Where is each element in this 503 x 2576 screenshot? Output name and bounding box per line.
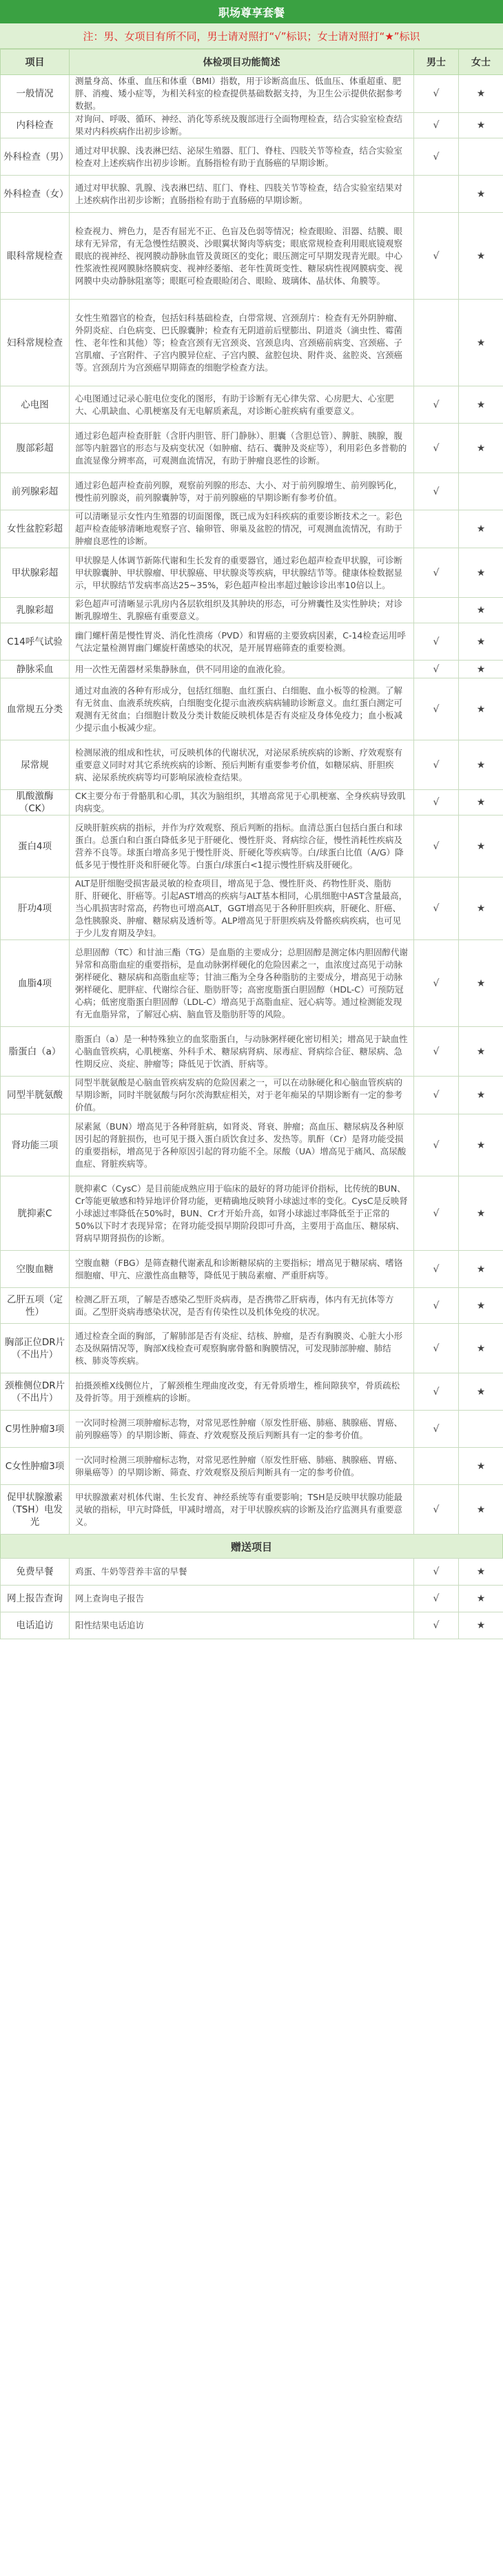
table-row	[1, 877, 503, 940]
item-name: C14呼气试验	[1, 623, 70, 661]
item-name: 甲状腺彩超	[1, 548, 70, 598]
female-mark: ★	[459, 678, 503, 740]
female-mark: ★	[459, 424, 503, 473]
package-title: 职场尊享套餐	[0, 0, 503, 23]
table-row	[1, 510, 503, 548]
table-row	[1, 1448, 503, 1485]
female-mark: ★	[459, 176, 503, 213]
male-mark: √	[414, 1077, 459, 1114]
male-mark: √	[414, 424, 459, 473]
male-mark: √	[414, 138, 459, 176]
male-mark: √	[414, 548, 459, 598]
item-name: 颈椎侧位DR片（不出片）	[1, 1373, 70, 1411]
female-mark: ★	[459, 1586, 503, 1612]
item-desc: 幽门螺杆菌是慢性胃炎、消化性溃疡（PVD）和胃癌的主要致病因素，C-14检查运用呼气法定量检测胃幽门螺旋杆菌感染的状况，是开展胃癌筛查的重要检测。	[70, 623, 414, 661]
item-desc: 心电图通过记录心脏电位变化的图形，有助于诊断有无心律失常、心房肥大、心室肥大、心肌缺血、心肌梗塞及有无电解质紊乱，对诊断心脏疾病有重要意义。	[70, 386, 414, 424]
item-desc: 对询问、呼吸、循环、神经、消化等系统及腹部进行全面物理检查，结合实验室检查结果对内科疾病作出初步诊断。	[70, 113, 414, 138]
item-desc: 脂蛋白（a）是一种特殊独立的血浆脂蛋白，与动脉粥样硬化密切相关；增高见于缺血性心脑血管疾病，心肌梗塞、外科手术、糖尿病肾病、尿毒症、肾病综合征、糖尿病、急性期反应、炎症、肿瘤等；降低见于饮酒、肝病等。	[70, 1027, 414, 1077]
female-mark: ★	[459, 1485, 503, 1535]
female-mark: ★	[459, 816, 503, 877]
male-mark: √	[414, 473, 459, 510]
item-desc: 通过对甲状腺、乳腺、浅表淋巴结、肛门、脊柱、四肢关节等检查，结合实验室结果对上述疾病作出初步诊断；直肠指检有助于直肠癌的早期诊断。	[70, 176, 414, 213]
item-desc: 彩色超声可清晰显示乳房内各层软组织及其肿块的形态，可分辨囊性及实性肿块；对诊断乳腺增生、乳腺癌有重要意义。	[70, 598, 414, 623]
item-name: 妇科常规检查	[1, 300, 70, 386]
table-row	[1, 816, 503, 877]
male-mark: √	[414, 1373, 459, 1411]
table-row	[1, 623, 503, 661]
male-mark	[414, 510, 459, 548]
item-desc: 甲状腺是人体调节新陈代谢和生长发育的重要器官，通过彩色超声检查甲状腺，可诊断甲状腺囊肿、甲状腺瘤、甲状腺癌、甲状腺炎等疾病，甲状腺结节等。健康体检数据显示，甲状腺结节发病率高达25~35%，彩色超声检出率超过触诊诊出率10倍以上。	[70, 548, 414, 598]
item-desc: CK主要分布于骨骼肌和心肌，其次为脑组织，其增高常见于心肌梗塞、全身疾病导致肌肉病变。	[70, 790, 414, 816]
male-mark: √	[414, 1559, 459, 1586]
female-mark: ★	[459, 113, 503, 138]
gift-table	[0, 1558, 503, 1639]
item-desc: 一次同时检测三项肿瘤标志物，对常见恶性肿瘤（原发性肝癌、肺癌、胰腺癌、胃癌、卵巢癌等）的早期诊断、筛查、疗效观察及预后判断具有一定的参考价值。	[70, 1448, 414, 1485]
item-desc: ALT是肝细胞受损害最灵敏的检查项目，增高见于急、慢性肝炎、药物性肝炎、脂肪肝、肝硬化、肝癌等。引起AST增高的疾病与ALT基本相同，心肌细胞中AST含量最高，当心肌损害时常高，药物也可增高ALT，GGT增高见于各种肝胆疾病，肝硬化、肝癌、急性胰腺炎、肿瘤、糖尿病及透析等。ALP增高见于肝胆疾病及骨骼疾病疾病，也可见于少儿发育期及孕妇。	[70, 877, 414, 940]
table-row	[1, 1176, 503, 1251]
table-row	[1, 386, 503, 424]
item-name: 肌酸激酶（CK）	[1, 790, 70, 816]
item-desc: 通过彩色超声检查肝脏（含肝内胆管、肝门静脉）、胆囊（含胆总管）、脾脏、胰腺，腹部等内脏器官的形态与及病变状况（如肿瘤、结石、囊肿及炎症等），利用彩色多普勒的血流显像分辨率高，可观测血流情况，有助于肿瘤良恶性的诊断。	[70, 424, 414, 473]
male-mark: √	[414, 386, 459, 424]
male-mark: √	[414, 1288, 459, 1324]
item-name: 静脉采血	[1, 661, 70, 678]
item-desc: 甲状腺激素对机体代谢、生长发育、神经系统等有重要影响；TSH是反映甲状腺功能最灵敏的指标，甲亢时降低，甲减时增高，对于甲状腺疾病的诊断及治疗监测具有重要意义。	[70, 1485, 414, 1535]
table-row	[1, 1485, 503, 1535]
female-mark: ★	[459, 1612, 503, 1639]
item-desc: 网上查询电子报告	[70, 1586, 414, 1612]
female-mark: ★	[459, 940, 503, 1027]
male-mark: √	[414, 623, 459, 661]
table-row	[1, 176, 503, 213]
item-name: 心电图	[1, 386, 70, 424]
male-mark: √	[414, 1485, 459, 1535]
table-row	[1, 424, 503, 473]
item-desc: 测量身高、体重、血压和体重（BMI）指数，用于诊断高血压、低血压、体重超重、肥胖、消瘦、矮小症等，为相关科室的检查提供基础数据支持，为卫生公示提供依据参考数据。	[70, 75, 414, 113]
item-desc: 同型半胱氨酸是心脑血管疾病发病的危险因素之一，可以在动脉硬化和心脑血管疾病的早期诊断，同时半胱氨酸与阿尔茨海默症相关，对于老年痴呆的早期诊断有一定的参考价值。	[70, 1077, 414, 1114]
item-name: 胱抑素C	[1, 1176, 70, 1251]
male-mark: √	[414, 740, 459, 790]
table-row	[1, 740, 503, 790]
male-mark: √	[414, 816, 459, 877]
female-mark: ★	[459, 75, 503, 113]
item-desc: 女性生殖器官的检查，包括妇科基础检查，白带常规、宫颈刮片：检查有无外阴肿瘤、外阴炎症、白色病变、巴氏腺囊肿；检查有无阴道前后壁膨出、阴道炎（滴虫性、霉菌性、老年性和其他）等；检查宫颈有无宫颈炎、宫颈息肉、宫颈癌前病变、宫颈癌、子宫肌瘤、子宫附件、子宫内膜异位症、子宫内膜、盆腔包块、附件炎、盆腔炎、宫颈癌等。宫颈刮片为宫颈癌早期筛查的细胞学检查方法。	[70, 300, 414, 386]
table-row	[1, 661, 503, 678]
table-row	[1, 678, 503, 740]
item-desc: 通过对血液的各种有形成分，包括红细胞、血红蛋白、白细胞、血小板等的检测。了解有无贫血、血液系统疾病，白细胞变化提示血液疾病病辅助诊断意义。血红蛋白测定可观测有无贫血；白细胞计数及分类计数能反映机体是否有炎症及身体免疫力；血小板减少提示血小板减少症。	[70, 678, 414, 740]
female-mark: ★	[459, 548, 503, 598]
item-desc: 一次同时检测三项肿瘤标志物，对常见恶性肿瘤（原发性肝癌、肺癌、胰腺癌、胃癌、前列腺癌等）的早期诊断、筛查、疗效观察及预后判断具有一定的参考价值。	[70, 1411, 414, 1448]
table-row	[1, 1324, 503, 1373]
female-mark: ★	[459, 598, 503, 623]
male-mark: √	[414, 678, 459, 740]
item-name: 促甲状腺激素（TSH）电发光	[1, 1485, 70, 1535]
item-name: 同型半胱氨酸	[1, 1077, 70, 1114]
female-mark: ★	[459, 661, 503, 678]
female-mark	[459, 473, 503, 510]
male-mark	[414, 1448, 459, 1485]
item-name: 内科检查	[1, 113, 70, 138]
item-name: 肾功能三项	[1, 1114, 70, 1176]
table-row	[1, 1114, 503, 1176]
item-name: 尿常规	[1, 740, 70, 790]
item-desc: 检查视力、辨色力，是否有屈光不正、色盲及色弱等情况；检查眼睑、泪器、结膜、眼球有无异常，有无急慢性结膜炎、沙眼翼状胬肉等病变；眼底常规检查利用眼底镜观察眼底的视神经、视网膜动静脉血管及黄斑区的变化；眼压测定可早期发现青光眼。中心性浆液性视网膜脉络膜病变、视神经萎缩、老年性黄斑变性、糖尿病性视网膜病变、视网膜中央动静脉阻塞等；眼眶可检查眼睑闭合、眼睑、玻璃体、晶状体、角膜等。	[70, 213, 414, 300]
table-row	[1, 300, 503, 386]
item-desc: 检测尿液的组成和性状，可反映机体的代谢状况，对泌尿系统疾病的诊断、疗效观察有重要意义同时对其它系统疾病的诊断、预后判断有重要参考价值，如糖尿病、肝胆疾病、泌尿系统疾病等均可影响尿液检查结果。	[70, 740, 414, 790]
female-mark: ★	[459, 1559, 503, 1586]
table-row	[1, 1373, 503, 1411]
item-name: 空腹血糖	[1, 1251, 70, 1288]
male-mark: √	[414, 1324, 459, 1373]
table-row	[1, 213, 503, 300]
header-female: 女士	[459, 50, 503, 75]
item-name: 胸部正位DR片（不出片）	[1, 1324, 70, 1373]
item-desc: 通过对甲状腺、浅表淋巴结、泌尿生殖器、肛门、脊柱、四肢关节等检查，结合实验室检查对上述疾病作出初步诊断。直肠指检有助于直肠癌的早期诊断。	[70, 138, 414, 176]
male-mark: √	[414, 1411, 459, 1448]
table-row	[1, 1027, 503, 1077]
item-name: 外科检查（女）	[1, 176, 70, 213]
female-mark	[459, 1411, 503, 1448]
item-name: 前列腺彩超	[1, 473, 70, 510]
male-mark: √	[414, 661, 459, 678]
female-mark: ★	[459, 740, 503, 790]
item-desc: 总胆固醇（TC）和甘油三酯（TG）是血脂的主要成分；总胆固醇是测定体内胆固醇代谢异常和高脂血症的重要指标，是血动脉粥样硬化的危险因素之一，血浓度过高见于动脉粥样硬化、糖尿病和高脂血症等；甘油三酯为全身各种脂肪的主要成分，增高见于动脉粥样硬化、肥胖症、代谢综合征、脂肪肝等；高密度脂蛋白胆固醇（HDL-C）可预防冠心病；低密度脂蛋白胆固醇（LDL-C）增高见于高脂血症、冠心病等。通过检测能发现有无血脂异常，了解冠心病、脑血管及脂肪肝等的风险。	[70, 940, 414, 1027]
item-name: 外科检查（男）	[1, 138, 70, 176]
item-desc: 胱抑素C（CysC）是目前能成熟应用于临床的最好的肾功能评价指标，比传统的BUN、Cr等能更敏感和特异地评价肾功能，更精确地反映肾小球滤过率的变化。CysC是反映肾小球滤过率降低在50%时，BUN、Cr才开始升高，如肾小球滤过率降低至于正常的50%以下时才表现异常；在肾功能受损早期阶段即可升高，主要用于高血压、糖尿病、肾病早期肾损伤的诊断。	[70, 1176, 414, 1251]
female-mark: ★	[459, 213, 503, 300]
male-mark: √	[414, 1586, 459, 1612]
female-mark: ★	[459, 510, 503, 548]
header-desc: 体检项目功能简述	[70, 50, 414, 75]
female-mark: ★	[459, 1114, 503, 1176]
table-row	[1, 790, 503, 816]
gender-note: 注：男、女项目有所不同，男士请对照打“√”标识；女士请对照打“★”标识	[0, 23, 503, 49]
table-row	[1, 1559, 503, 1586]
female-mark: ★	[459, 1027, 503, 1077]
item-desc: 尿素氮（BUN）增高见于各种肾脏病，如肾炎、肾衰、肿瘤；高血压、糖尿病及各种原因引起的肾脏损伤，也可见于摄入蛋白质饮食过多、发热等。肌酐（Cr）是肾功能受损的重要指标，增高见于各种原因引起的肾功能不全。尿酸（UA）增高见于痛风、高尿酸血症、肾脏疾病等。	[70, 1114, 414, 1176]
male-mark: √	[414, 1114, 459, 1176]
item-name: 乙肝五项（定性）	[1, 1288, 70, 1324]
male-mark: √	[414, 1176, 459, 1251]
female-mark: ★	[459, 300, 503, 386]
female-mark: ★	[459, 1077, 503, 1114]
female-mark: ★	[459, 386, 503, 424]
table-row	[1, 75, 503, 113]
table-row	[1, 1411, 503, 1448]
male-mark: √	[414, 940, 459, 1027]
male-mark	[414, 176, 459, 213]
male-mark: √	[414, 1027, 459, 1077]
male-mark: √	[414, 213, 459, 300]
item-name: 肝功4项	[1, 877, 70, 940]
gift-section-title: 赠送项目	[0, 1535, 503, 1558]
male-mark	[414, 300, 459, 386]
item-name: C女性肿瘤3项	[1, 1448, 70, 1485]
item-desc: 拍摄颈椎X线侧位片，了解颈椎生理曲度改变，有无骨质增生，椎间隙狭窄，骨质疏松及骨折等。用于颈椎病的诊断。	[70, 1373, 414, 1411]
table-row	[1, 548, 503, 598]
table-row	[1, 1077, 503, 1114]
male-mark: √	[414, 75, 459, 113]
item-name: 蛋白4项	[1, 816, 70, 877]
table-row	[1, 1251, 503, 1288]
item-desc: 空腹血糖（FBG）是筛查糖代谢紊乱和诊断糖尿病的主要指标；增高见于糖尿病、嗜铬细胞瘤、甲亢、应激性高血糖等，降低见于胰岛素瘤、严重肝病等。	[70, 1251, 414, 1288]
female-mark: ★	[459, 790, 503, 816]
table-row	[1, 1586, 503, 1612]
exam-table	[0, 49, 503, 1535]
item-name: 乳腺彩超	[1, 598, 70, 623]
item-desc: 用一次性无菌器材采集静脉血，供不同用途的血液化验。	[70, 661, 414, 678]
female-mark: ★	[459, 1324, 503, 1373]
header-item: 项目	[1, 50, 70, 75]
item-name: 腹部彩超	[1, 424, 70, 473]
item-desc: 反映肝脏疾病的指标，并作为疗效观察、预后判断的指标。血清总蛋白包括白蛋白和球蛋白。总蛋白和白蛋白降低多见于肝硬化、慢性肝炎、肾病综合征，慢性消耗性疾病及营养不良等。球蛋白增高多见于慢性肝炎、肝硬化等疾病等。白/球蛋白比值（A/G）降低多见于慢性肝炎和肝硬化等。白蛋白/球蛋白<1提示慢性肝病及肝硬化。	[70, 816, 414, 877]
item-name: 眼科常规检查	[1, 213, 70, 300]
item-name: 一般情况	[1, 75, 70, 113]
male-mark: √	[414, 790, 459, 816]
item-name: 血脂4项	[1, 940, 70, 1027]
table-row	[1, 598, 503, 623]
table-row	[1, 473, 503, 510]
item-name: 网上报告查询	[1, 1586, 70, 1612]
item-name: 女性盆腔彩超	[1, 510, 70, 548]
female-mark: ★	[459, 877, 503, 940]
table-header	[1, 50, 503, 75]
item-desc: 通过彩色超声检查前列腺，观察前列腺的形态、大小、对于前列腺增生、前列腺钙化，慢性前列腺炎，前列腺囊肿等，对于前列腺癌的早期诊断有参考价值。	[70, 473, 414, 510]
female-mark: ★	[459, 1448, 503, 1485]
female-mark: ★	[459, 1288, 503, 1324]
item-desc: 可以清晰显示女性内生殖器的切面图像，既已成为妇科疾病的重要诊断技术之一。彩色超声检查能够清晰地观察子宫、输卵管、卵巢及盆腔的情况，可观测血流情况，有助于肿瘤良恶性的诊断。	[70, 510, 414, 548]
table-row	[1, 1612, 503, 1639]
item-name: C男性肿瘤3项	[1, 1411, 70, 1448]
male-mark	[414, 598, 459, 623]
table-row	[1, 138, 503, 176]
table-row	[1, 940, 503, 1027]
item-desc: 检测乙肝五项，了解是否感染乙型肝炎病毒，是否携带乙肝病毒，体内有无抗体等方面。乙型肝炎病毒感染状况，是否有传染性以及机体免疫的状况。	[70, 1288, 414, 1324]
item-desc: 鸡蛋、牛奶等营养丰富的早餐	[70, 1559, 414, 1586]
male-mark: √	[414, 1251, 459, 1288]
female-mark	[459, 138, 503, 176]
item-name: 免费早餐	[1, 1559, 70, 1586]
female-mark: ★	[459, 623, 503, 661]
female-mark: ★	[459, 1176, 503, 1251]
male-mark: √	[414, 113, 459, 138]
female-mark: ★	[459, 1251, 503, 1288]
female-mark: ★	[459, 1373, 503, 1411]
male-mark: √	[414, 877, 459, 940]
item-desc: 通过检查全面的胸部，了解肺部是否有炎症、结核、肿瘤，是否有胸膜炎、心脏大小形态及纵隔情况等，胸部X线检查可观察胸廓骨骼和胸膜情况，可发现肺部肿瘤、肺结核、肺炎等疾病。	[70, 1324, 414, 1373]
item-name: 电话追访	[1, 1612, 70, 1639]
item-name: 脂蛋白（a）	[1, 1027, 70, 1077]
table-row	[1, 1288, 503, 1324]
table-row	[1, 113, 503, 138]
header-male: 男士	[414, 50, 459, 75]
item-name: 血常规五分类	[1, 678, 70, 740]
male-mark: √	[414, 1612, 459, 1639]
item-desc: 阳性结果电话追访	[70, 1612, 414, 1639]
